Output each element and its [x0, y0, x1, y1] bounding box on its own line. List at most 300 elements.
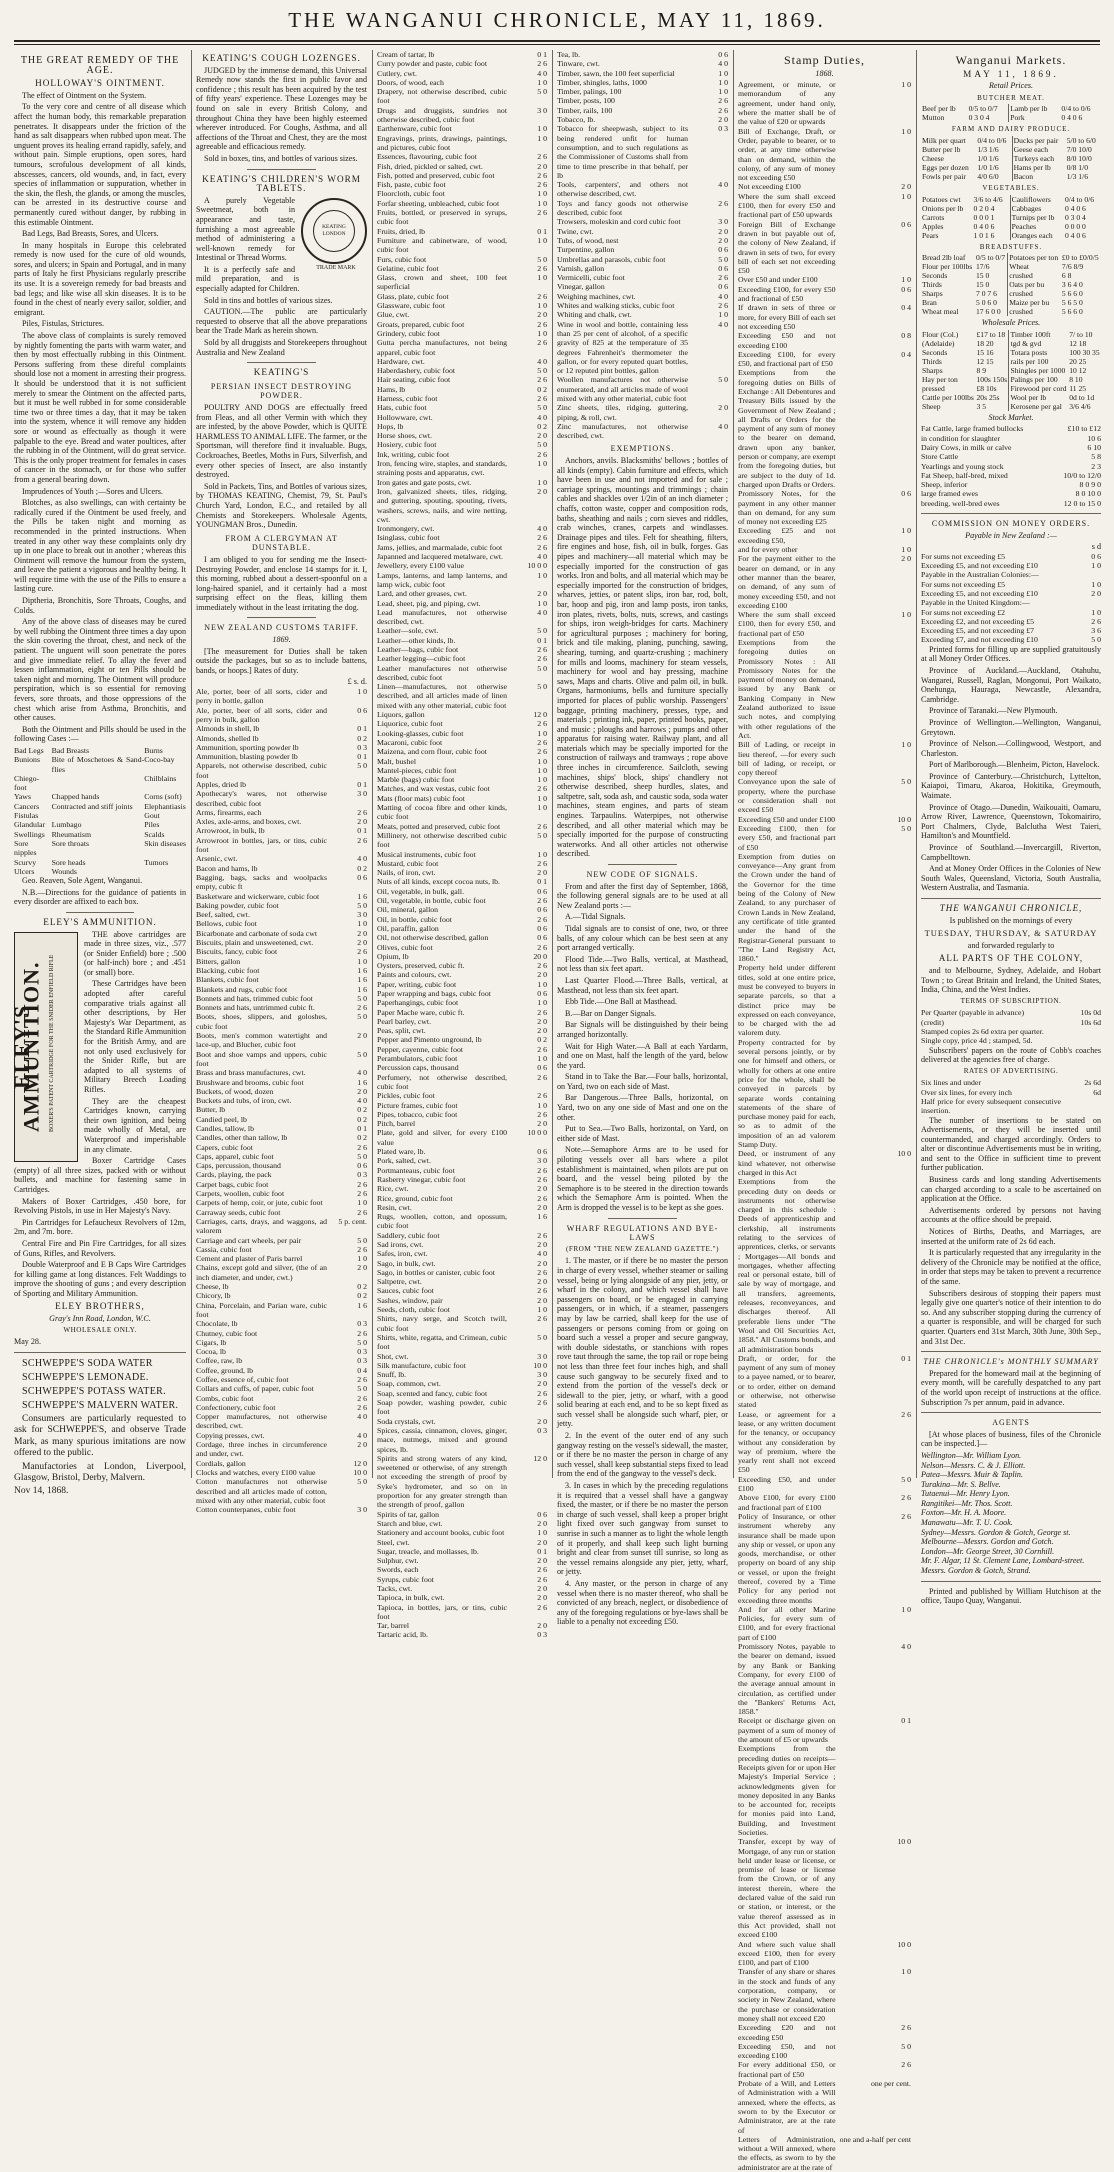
tariff-row-cell: Bonnets and hats, trimmed cubic foot: [196, 993, 313, 1003]
tariff-row-cell: Stationery and account books, cubic foot: [377, 1528, 505, 1538]
tariff-row-cell: 1 0: [537, 775, 547, 785]
tariff-row-cell: Tobacco for sheepwash, subject to its being rendered unfit for human consumption, and to such regulations as the Commissioner of Customs shall from time to time prescribe in that behalf, per lb: [557, 124, 688, 180]
agent-entry: Manawatu—Mr. T. U. Cook.: [921, 1518, 1013, 1528]
case-row-cell: Chilblains: [144, 773, 177, 783]
stamp-duties-year: 1868.: [815, 68, 834, 78]
tariff-row-cell: Lard, and other greases, cwt.: [377, 589, 467, 599]
stamp-duty-row: [738, 192, 911, 220]
stamp-duty-row-cell: Receipt or discharge given on payment of a sum of money of the amount of £5 or upwards: [738, 1716, 836, 1745]
tariff-row-cell: Harness, cubic foot: [377, 393, 438, 403]
tariff-row: [196, 1412, 367, 1431]
tariff-row: [377, 1017, 547, 1026]
summary-headline: THE CHRONICLE's MONTHLY SUMMARY: [923, 1357, 1099, 1367]
tariff-row: [377, 329, 547, 338]
advertising-paragraph: The number of insertions to be stated on Advertisements, or they will be inserted until countermanded, and charged accordingly. Orders to alter or discontinue Advertisements must be in writing, and sent to the Office in sufficient time to prevent further publication.: [921, 1115, 1101, 1173]
tariff-row-cell: 1 6: [357, 891, 367, 901]
tariff-row-cell: 2 0: [537, 1258, 547, 1268]
tariff-row: [377, 59, 547, 68]
stamp-duty-row: [738, 285, 911, 304]
insect-paragraph: Sold in Packets, Tins, and Bottles of various sizes, by THOMAS KEATING, Chemist, 79, St. Paul's Church Yard, London, E.C., and retailed by all Chemists and Storekeepers. Wholesale Agents, YOUNGMAN Bros., Dunedin.: [196, 481, 368, 530]
tariff-row: [557, 301, 728, 310]
case-row-cell: Coco-bay: [144, 755, 175, 765]
tariff-row-cell: Hams, lb: [377, 384, 406, 394]
tariff-row: [196, 1078, 367, 1087]
farm-row-cell: 5/0 to 6/0: [1066, 135, 1096, 145]
tariff-row-cell: Iron, galvanized sheets, tiles, ridging, and guttering, spouting, spouting, rivets, washers, screws, nails, and wire netting, cwt.: [377, 486, 507, 524]
tariff-row-cell: 4 0: [537, 356, 547, 366]
bread-row-cell: Flour per 100lbs: [922, 262, 973, 272]
terms-row-cell: (credit): [921, 1017, 944, 1027]
tariff-row: [377, 822, 547, 831]
tariff-row-cell: 5 0: [357, 900, 367, 910]
tariff-row-cell: 2 0: [537, 1240, 547, 1249]
farm-row-cell: Ducks per pair: [1012, 136, 1066, 145]
tariff-row-cell: Buckets, of wood, dozen: [196, 1086, 274, 1096]
money-order-paragraph: Port of Marlborough.—Blenheim, Picton, Havelock.: [929, 760, 1100, 770]
stamp-duty-row-cell: 0 6: [901, 219, 911, 229]
tariff-row: [557, 180, 728, 199]
tariff-row-cell: 4 0: [537, 68, 547, 78]
veg-row-cell: 3/6 to 4/6: [973, 194, 1003, 204]
tariff-row: [377, 134, 547, 153]
tariff-row: [377, 162, 547, 171]
terms-row-cell: 10s 6d: [1080, 1017, 1101, 1027]
tariff-row-cell: 1 0: [537, 189, 547, 199]
tariff-row-cell: Starch and blue, cwt.: [377, 1518, 443, 1528]
tariff-row-cell: 2 6: [537, 747, 547, 757]
tariff-row-cell: 2 0: [537, 1379, 547, 1389]
tariff-row-cell: Timber, palings, 100: [557, 87, 622, 97]
farm-row-cell: 7/0 10/0: [1066, 144, 1092, 154]
tariff-row-cell: 4 0: [357, 1096, 367, 1106]
tariff-row-cell: 1 0: [718, 68, 728, 78]
tariff-row-cell: Looking-glasses, cubic foot: [377, 728, 464, 738]
schweppe-ad: [14, 1358, 186, 1412]
holloway-paragraph: Both the Ointment and Pills should be used in the following Cases :—: [14, 724, 186, 744]
bread-row: [921, 262, 1101, 271]
stamp-duty-row: [738, 1410, 911, 1475]
bread-row-cell: Seconds: [922, 271, 948, 281]
keating-paragraph: JUDGED by the immense demand, this Universal Remedy now stands the first in public favor and confidence ; this result has been acquired by the test of fifty years' experience. These Lozenges may be found on sale in every British Colony, and throughout China they have been highly esteemed wherever introduced. For Coughs, Asthma, and all affections of the Throat and Chest, they are the most agreeable and efficacious remedy.: [196, 65, 367, 152]
agent-entry: Sydney—Messrs. Gordon & Gotch, George st.: [921, 1527, 1071, 1537]
tariff-row-cell: Ammunition, blasting powder lb: [196, 752, 298, 762]
bread-row-cell: 17 6 0 0: [976, 307, 1001, 317]
stamp-duty-row-cell: 2 6: [901, 1409, 911, 1419]
commission-row: [921, 561, 1101, 570]
tariff-row: [196, 706, 367, 725]
bread-row-cell: Sharps: [922, 289, 943, 299]
commission-row-cell: 1 0: [1091, 579, 1101, 589]
tariff-row-cell: Seeds, cloth, cubic foot: [377, 1305, 450, 1315]
tariff-row: [377, 571, 547, 590]
divider: [921, 1351, 1101, 1352]
eley-paragraph: Pin Cartridges for Lefaucheux Revolvers of 12m, 2m, and 7m. bore.: [14, 1217, 186, 1237]
tariff-row-cell: Cream of tartar, lb: [377, 50, 435, 59]
tariff-row-cell: Cassia, cubic foot: [196, 1244, 252, 1254]
tariff-row: [196, 1031, 367, 1050]
tariff-row-cell: Pitch, barrel: [377, 1119, 416, 1129]
tariff-row-cell: 0 1: [357, 752, 367, 762]
tariff-row-cell: Pepper and Pimento unground, lb: [377, 1035, 482, 1045]
tariff-row: [196, 743, 367, 752]
tariff-row-cell: 0 1: [537, 1546, 547, 1556]
stamp-duty-row-cell: Promissory Notes, payable to the bearer on demand, issued by any Bank or Banking Company, for every £100 of the average annual amount in circulation, as certified under the "Bankers' Returns Act, 1858.": [738, 1642, 836, 1717]
tariff-row-cell: 5 0: [357, 1151, 367, 1161]
stamp-duty-row-cell: [836, 1177, 911, 1354]
tariff-row-cell: 2 6: [537, 1193, 547, 1203]
stamp-duty-row-cell: Where the sum shall exceed £100, then for every £50 and fractional part of £50 upwards: [738, 191, 836, 220]
tariff-row: [196, 1152, 367, 1161]
money-orders-headline: COMMISSION ON MONEY ORDERS.: [931, 519, 1091, 529]
divider: [608, 1218, 676, 1219]
stock-row: [921, 452, 1101, 461]
signals-paragraph: Flood Tide.—Two Balls, vertical, at Masthead, not less than six feet apart.: [557, 954, 728, 974]
insect-powder-body: [196, 403, 367, 530]
terms-headline: TERMS OF SUBSCRIPTION.: [960, 996, 1062, 1005]
stamp-duty-row-cell: Deed, or instrument of any kind whatever, not otherwise charged in this Act: [738, 1149, 836, 1177]
money-orders-table: [921, 552, 1101, 645]
chronicle-colony: ALL PARTS OF THE COLONY,: [938, 953, 1084, 964]
tariff-row: [196, 1468, 367, 1477]
tariff-row-cell: Sashes, window, pair: [377, 1295, 443, 1305]
tariff-row-cell: Fruits, dried, lb: [377, 226, 426, 236]
tariff-row: [377, 1073, 547, 1092]
tariff-row: [377, 1314, 547, 1333]
tariff-row: [196, 1403, 367, 1412]
tariff-row-cell: Oil, paraffin, gallon: [377, 923, 439, 933]
wholesale-row-cell: £8 10s: [976, 383, 997, 393]
seal-text: KEATING LONDON: [322, 224, 346, 237]
tariff-row-cell: Glass, plate, cubic foot: [377, 291, 449, 301]
commission-row-cell: 1 0: [1091, 607, 1101, 617]
rates-row-cell: [1061, 1097, 1101, 1116]
tariff-row-cell: Peas, split, cwt.: [377, 1026, 426, 1036]
tariff-row: [196, 985, 367, 994]
tariff-row: [377, 1417, 547, 1426]
agent-entry: Messrs. Gordon & Gotch, Strand.: [921, 1566, 1031, 1576]
tariff-row: [377, 357, 547, 366]
commission-row-cell: 2 6: [1091, 616, 1101, 626]
tariff-row: [377, 1035, 547, 1044]
tariff-row: [377, 78, 547, 87]
tariff-row-cell: 2 6: [357, 1402, 367, 1412]
eley-paragraph: Makers of Boxer Cartridges, .450 bore, for Revolving Pistols, in use in Her Majesty's Navy.: [14, 1196, 186, 1216]
terms-row: [921, 1027, 1101, 1036]
tariff-row: [377, 1575, 547, 1584]
tariff-row: [377, 943, 547, 952]
schweppe-line: SCHWEPPE'S MALVERN WATER.: [22, 1399, 179, 1411]
stamp-duty-row: [738, 526, 911, 545]
tariff-row-cell: 4 0: [718, 291, 728, 301]
tariff-row-cell: Macaroni, cubic foot: [377, 737, 443, 747]
tariff-row-cell: Liquorice, cubic foot: [377, 719, 443, 729]
case-row: [14, 830, 186, 839]
tariff-row: [196, 1301, 367, 1320]
tariff-row-cell: 5 0: [357, 1235, 367, 1245]
case-row-cell: Ulcers: [14, 866, 35, 876]
tariff-row-cell: 2 6: [718, 273, 728, 283]
tariff-row: [196, 966, 367, 975]
tariff-row: [196, 1505, 367, 1514]
bread-row-cell: Bread 2lb loaf: [922, 253, 966, 263]
farm-row: [921, 172, 1101, 181]
signals-intro: From and after the first day of September, 1868, the following general signals are to be used at all New Zealand ports :—: [557, 881, 728, 910]
tariff-row-cell: Caps, percussion, thousand: [196, 1161, 281, 1171]
stamp-duty-row: [738, 350, 911, 369]
tariff-row-cell: Forfar sheeting, unbleached, cubic foot: [377, 198, 500, 208]
tariff-row-cell: 0 4: [357, 1365, 367, 1375]
tariff-row: [196, 1208, 367, 1217]
farm-row-cell: 0/8 1/0: [1066, 162, 1088, 172]
tariff-row: [377, 50, 547, 59]
case-row-cell: Sore throats: [51, 838, 90, 848]
tariff-row: [377, 1333, 547, 1352]
wholesale-row-cell: 18 20: [976, 338, 994, 348]
wholesale-row: [921, 357, 1101, 366]
tariff-row-cell: Matches, and wax vestas, cubic foot: [377, 784, 490, 794]
tariff-row-cell: Blacking, cubic foot: [196, 965, 260, 975]
bread-row-cell: 5 6 6 0: [1061, 289, 1083, 299]
stamp-duty-row-cell: one per cent.: [870, 2079, 911, 2089]
stamp-duty-row-cell: 5 0: [901, 823, 911, 833]
tariff-row: [377, 1147, 547, 1156]
tariff-row-cell: 5 0: [537, 440, 547, 450]
tariff-row: [196, 1384, 367, 1393]
tariff-row: [377, 1128, 547, 1147]
tariff-row-cell: Silk manufacture, cubic foot: [377, 1360, 466, 1370]
stamp-duty-row-cell: 10 0: [897, 1149, 911, 1159]
tariff-row-cell: 2 6: [537, 1398, 547, 1408]
tariff-row-cell: 0 2: [357, 1282, 367, 1292]
case-row-cell: [52, 774, 145, 793]
tariff-row-cell: 2 0: [718, 226, 728, 236]
tariff-row: [196, 1459, 367, 1468]
commission-row-cell: 2 0: [1091, 588, 1101, 598]
tariff-row-cell: Capers, cubic foot: [196, 1142, 253, 1152]
veg-row-cell: Cauliflowers: [1010, 195, 1064, 204]
tariff-row-cell: 4 0: [718, 59, 728, 69]
tariff-row-cell: Candles, tallow, lb: [196, 1123, 254, 1133]
tariff-row-cell: Lamps, lanterns, and lamp lanterns, and lamp wick, cubic foot: [377, 570, 507, 589]
tariff-row-cell: 3 0: [537, 1156, 547, 1166]
veg-row-cell: Carrots: [922, 212, 945, 222]
wholesale-row-cell: rails per 100: [1009, 357, 1068, 366]
tariff-row-cell: Japanned and lacquered metalware, cwt.: [377, 552, 503, 562]
retail-prices-label: Retail Prices.: [988, 81, 1034, 91]
holloway-paragraph: Diptheria, Bronchitis, Sore Throats, Coughs, and Colds.: [14, 596, 186, 615]
tariff-row-cell: Apothecary's wares, not otherwise described, cubic foot: [196, 789, 327, 808]
agent-entry: Foxton—Mr. H. A. Moore.: [921, 1508, 1007, 1518]
tariff-row-cell: Soap, scented and fancy, cubic foot: [377, 1388, 488, 1398]
markets-date: MAY 11, 1869.: [963, 68, 1059, 79]
tariff-row: [377, 171, 547, 180]
commission-row-cell: Exceeding £2, and not exceeding £5: [921, 616, 1035, 626]
tariff-row-cell: Timber, posts, 100: [557, 96, 615, 106]
chronicle-line: and forwarded regularly to: [967, 940, 1055, 950]
stamp-duty-row: [738, 331, 911, 350]
tariff-row: [377, 422, 547, 431]
customs-tariff-year: 1869.: [272, 635, 291, 645]
tariff-row: [377, 589, 547, 598]
tariff-row-cell: Tar, barrel: [377, 1621, 410, 1631]
agent-line: Geo. Reaven, Sole Agent, Wanganui.: [22, 876, 143, 886]
tariff-row: [377, 803, 547, 822]
veg-row-cell: 1 0 1 6: [973, 230, 995, 240]
tariff-row-cell: 2 0: [537, 1184, 547, 1194]
veg-row-cell: 0 4 0 6: [973, 221, 995, 231]
tariff-row-cell: Cotton manufactures not otherwise described and all articles made of cotton, mixed with any other material, cubic foot: [196, 1477, 327, 1505]
tariff-row: [196, 947, 367, 956]
wharf-paragraph: 4. Any master, or the person in charge of any vessel when there is no master thereof, who shall be convicted of any breach, neglect, or disobedience of any of the foregoing regulations or bye-laws shall be liable to a penalty not exceeding £50.: [557, 1578, 728, 1627]
signals-headline: NEW CODE OF SIGNALS.: [586, 870, 699, 879]
wholesale-row-cell: Palings per 100: [1009, 375, 1068, 384]
tariff-row: [377, 608, 547, 627]
tariff-row-cell: 4 0: [357, 854, 367, 864]
advertising-paragraph: It is particularly requested that any irregularity in the delivery of the Chronicle may be notified at the office, in order that steps may be taken to prevent a recurrence of the same.: [921, 1248, 1101, 1287]
tariff-row-cell: Umbrellas and parasols, cubic foot: [557, 254, 666, 264]
customs-tariff-table-cont: [557, 50, 728, 440]
tariff-row-cell: Glue, cwt.: [377, 310, 410, 320]
tariff-row-cell: Chicory, lb: [196, 1291, 231, 1301]
case-row-cell: Swellings: [14, 829, 45, 839]
tariff-row-cell: Picture frames, cubic foot: [377, 1100, 458, 1110]
rates-row: [921, 1097, 1101, 1116]
advertising-notes: [921, 1116, 1101, 1347]
tariff-row-cell: 2 6: [537, 737, 547, 747]
bread-row: [921, 280, 1101, 289]
tariff-row-cell: 2 0: [537, 1119, 547, 1129]
tariff-row: [377, 1203, 547, 1212]
tariff-row: [196, 734, 367, 743]
wholesale-only: WHOLESALE ONLY.: [63, 1325, 137, 1334]
butcher-row-cell: Beef per lb: [922, 104, 956, 114]
commission-row-cell: Payable in the United Kingdom:—: [921, 598, 1030, 608]
tariff-row: [377, 915, 547, 924]
rates-table: [921, 1078, 1101, 1115]
stamp-duty-row-cell: 1 0: [901, 80, 911, 90]
stamp-duty-row: [738, 1716, 911, 1744]
tariff-row: [377, 794, 547, 803]
tariff-row-cell: Cordage, three inches in circumference and under, cwt.: [196, 1440, 327, 1459]
tariff-row-cell: 2 6: [357, 1244, 367, 1254]
tariff-row-cell: Hair seating, cubic foot: [377, 375, 451, 385]
case-row-cell: Lumbago: [51, 820, 82, 830]
tariff-row: [196, 892, 367, 901]
divider: [921, 1581, 1101, 1582]
tariff-row-cell: Timber, shingles, laths, 1000: [557, 77, 647, 87]
tariff-row-cell: Biscuits, fancy, cubic foot: [196, 947, 278, 957]
stamp-duty-row: [738, 1512, 911, 1605]
column-5: [738, 50, 911, 2172]
veg-row-cell: Cabbages: [1010, 204, 1064, 213]
farm-produce-label: FARM AND DAIRY PRODUCE.: [951, 125, 1071, 134]
tariff-row-cell: 12 0: [533, 710, 547, 720]
tariff-row-cell: 2 6: [537, 1091, 547, 1101]
stock-row-cell: Fat Sheep, half-bred, mixed: [921, 470, 1008, 480]
ammunition-vertical-title: ELEY'S AMMUNITION.: [9, 961, 44, 1132]
chronicle-destinations: and to Melbourne, Sydney, Adelaide, and Hobart Town ; to Great Britain and Ireland, the United States, India, China, and the West Indies.: [921, 965, 1101, 995]
agents-headline: AGENTS: [992, 1418, 1030, 1428]
tariff-row-cell: 0 3: [537, 1425, 547, 1435]
tariff-row-cell: 2 0: [357, 1086, 367, 1096]
tariff-row: [557, 273, 728, 282]
tariff-row-cell: Mustard, cubic foot: [377, 858, 439, 868]
tariff-row-cell: 0 6: [537, 1509, 547, 1519]
tariff-row: [377, 1584, 547, 1593]
tariff-row: [377, 1110, 547, 1119]
tariff-row: [196, 1189, 367, 1198]
tariff-row: [377, 366, 547, 375]
tariff-row-cell: Twine, cwt.: [557, 226, 594, 236]
stamp-duty-row-cell: Property contracted for by several persons jointly, or by one for himself and others, or wholly for others at one entire price for the whole, shall be conveyed in parcels by separate words containing statements of the share of purchase money paid for each, so as to admit of the imposition of an ad valorem Stamp Duty.: [738, 1037, 836, 1150]
tariff-row-cell: Bacon and hams, lb: [196, 863, 258, 873]
tariff-row: [196, 1133, 367, 1142]
stamp-duty-row-cell: Bill of Lading, or receipt in lieu thereof, —for every such bill of lading, or receipt, or copy thereof: [738, 740, 836, 778]
tariff-row-cell: Fish, dried, pickled or salted, cwt.: [377, 161, 483, 171]
tariff-row-cell: Cement and plaster of Paris barrel: [196, 1254, 303, 1264]
keating-body: [196, 66, 367, 164]
wharf-body: [557, 1256, 728, 1627]
tariff-row-cell: Shot, cwt.: [377, 1351, 409, 1361]
tariff-row-cell: 1 6: [357, 1077, 367, 1087]
signals-paragraph: Tidal signals are to consist of one, two, or three balls, of any colour which can be best seen at any port arranged vertically.: [557, 923, 728, 953]
tariff-row: [196, 1115, 367, 1124]
schweppe-paragraph: Consumers are particularly requested to ask for SCHWEPPE'S, and observe Trade Mark, as many spurious imitations are now offered to the public.: [14, 1413, 186, 1459]
tariff-row-cell: Cocoa, lb: [196, 1347, 226, 1357]
stamp-duty-row-cell: 2 6: [901, 1511, 911, 1521]
tariff-row: [377, 757, 547, 766]
tariff-row-cell: Vinegar, gallon: [557, 282, 605, 292]
tariff-row-cell: 0 2: [357, 733, 367, 743]
tariff-row: [377, 180, 547, 189]
stamp-duty-row-cell: 0 4: [901, 303, 911, 313]
tariff-row-cell: Bagging, bags, sacks and woolpacks empty, cubic ft: [196, 872, 327, 892]
stamp-duty-row-cell: 1 0: [901, 126, 911, 136]
commission-row: [921, 626, 1101, 635]
stamp-duty-row: [738, 1038, 911, 1150]
tariff-row-cell: 2 6: [537, 645, 547, 654]
tariff-row-cell: Musical instruments, cubic foot: [377, 849, 476, 859]
schweppe-line: SCHWEPPE'S SODA WATER: [22, 1357, 153, 1369]
commission-row: [921, 598, 1101, 607]
schweppe-date: Nov 14, 1868.: [14, 1485, 69, 1496]
tariff-row-cell: Zinc sheets, tiles, ridging, guttering, piping, & roll, cwt.: [557, 403, 688, 422]
terms-row: [921, 1018, 1101, 1027]
tariff-row: [557, 227, 728, 236]
tariff-row: [377, 1426, 547, 1454]
tariff-row: [377, 450, 547, 459]
tariff-row-cell: 1 0: [537, 198, 547, 208]
tariff-row-cell: 0 3: [357, 1356, 367, 1366]
farm-row-cell: Milk per quart: [922, 135, 966, 145]
terms-row: [921, 1036, 1101, 1045]
bread-row-cell: Wheat meal: [922, 307, 959, 317]
tariff-row-cell: 0 6: [537, 905, 547, 915]
keating-trade-mark-seal: [301, 198, 367, 264]
stamp-duty-row-cell: Transfer of any share or shares in the stock and funds of any corporation, company, or society in New Zealand, where the purchase or consideration money shall not exceed £20: [738, 1967, 836, 2023]
agent-entry: Mr. F. Algar, 11 St. Clement Lane, Lombard-street.: [921, 1556, 1085, 1566]
worm-paragraph: A purely Vegetable Sweetmeat, both in appearance and taste, furnishing a most agreeable method of administering a well-known remedy for Intestinal or Thread Worms.: [196, 195, 295, 263]
commission-row-cell: [1061, 598, 1101, 607]
tariff-row-cell: Oil, in bottle, cubic foot: [377, 914, 452, 924]
stamp-duty-row-cell: 1 0: [901, 526, 911, 536]
tariff-row-cell: Ironmongery, cwt.: [377, 524, 435, 534]
stamp-duty-row-cell: 1 0: [901, 545, 911, 555]
commission-row-cell: Exceeding £5, and not exceeding £10: [921, 588, 1038, 598]
money-order-paragraph: Province of Auckland.—Auckland, Otahuhu, Wangarei, Russell, Raglan, Mongonui, Port Waikato, Onehunga, Hauraga, Newcastle, Alexandra, Cambridge.: [921, 665, 1101, 704]
bread-row: [921, 271, 1101, 280]
stamp-duty-row-cell: Exceeding £50 and not exceeding £100: [738, 331, 836, 350]
